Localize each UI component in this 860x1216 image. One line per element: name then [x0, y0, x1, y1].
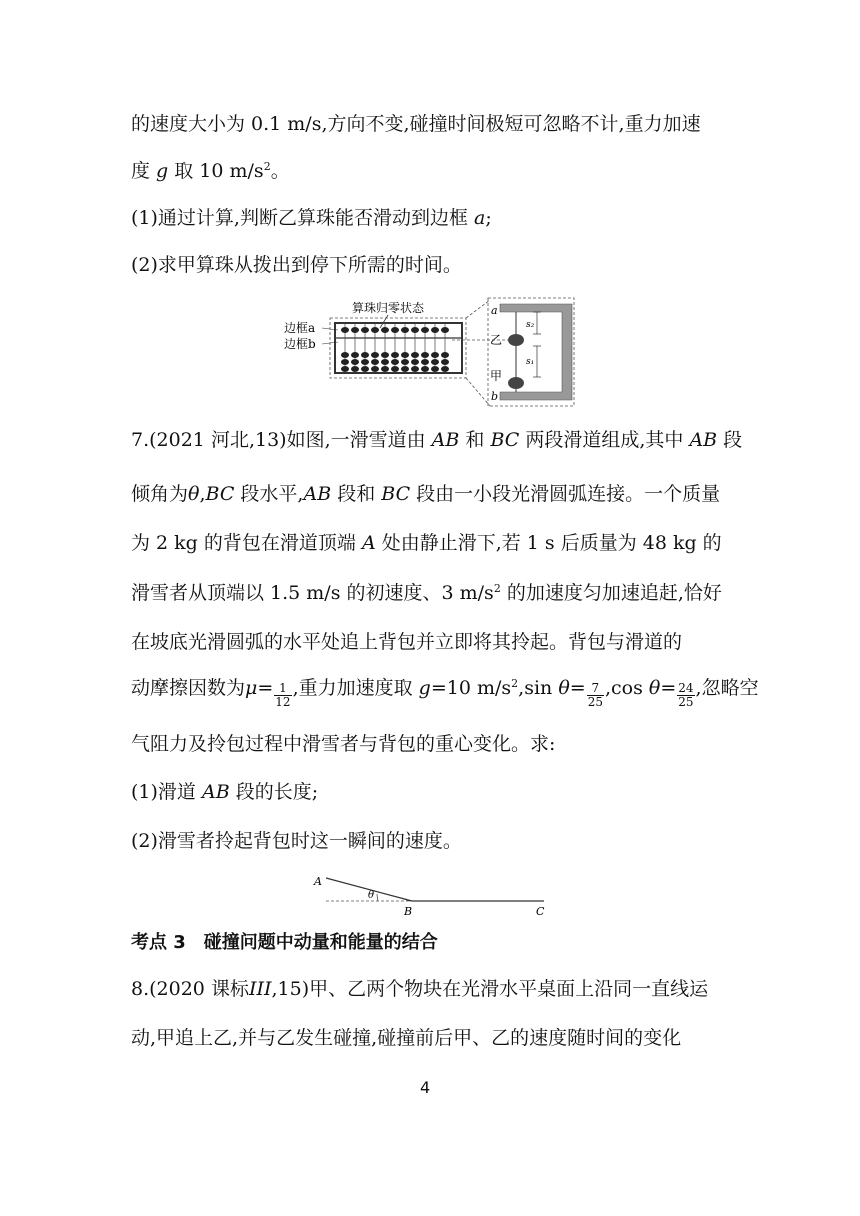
question-2: (2)求甲算珠从拨出到停下所需的时间。: [131, 254, 462, 276]
distance-s1-label: s₁: [526, 357, 535, 367]
point-A-label: A: [314, 875, 322, 888]
problem-7-line: 倾角为θ,BC 段水平,AB 段和 BC 段由一小段光滑圆弧连接。一个质量: [131, 483, 721, 505]
label-frame-a: 边框a: [284, 321, 316, 335]
label-frame-b: 边框b: [284, 337, 316, 351]
distance-s2-label: s₂: [526, 320, 535, 330]
problem-7-line: 7.(2021 河北,13)如图,一滑雪道由 AB 和 BC 两段滑道组成,其中 AB 段: [131, 429, 743, 451]
question-1: (1)滑道 AB 段的长度;: [131, 781, 319, 803]
text-line: 的速度大小为 0.1 m/s,方向不变,碰撞时间极短可忽略不计,重力加速: [131, 113, 701, 135]
fraction-mu: $\frac{1}{12}$: [275, 681, 291, 709]
abacus-figure: [280, 294, 580, 408]
slope-figure: [308, 868, 558, 920]
problem-7-line: 动摩擦因数为μ= $\frac{1}{12}$ ,重力加速度取 g=10 $m/s^2,\sin$ θ= $\frac{7}{25}$ ,cos θ= $\frac{24}{25}$ ,忽略空: [131, 677, 759, 709]
fraction-cos: $\frac{24}{25}$: [678, 681, 694, 709]
problem-8-line: 动,甲追上乙,并与乙发生碰撞,碰撞前后甲、乙的速度随时间的变化: [131, 1027, 682, 1049]
problem-7-line: 为 2 kg 的背包在滑道顶端 A 处由静止滑下,若 1 s 后质量为 48 kg 的: [131, 532, 722, 554]
question-1: (1)通过计算,判断乙算珠能否滑动到边框 a;: [131, 207, 492, 229]
problem-7-line: 滑雪者从顶端以 1.5 m/s 的初速度、3 $m/s^2$ 的加速度匀加速追赶,恰好: [131, 582, 722, 604]
problem-8-line: 8.(2020 课标III,15)甲、乙两个物块在光滑水平桌面上沿同一直线运: [131, 978, 709, 1000]
question-2: (2)滑雪者拎起背包时这一瞬间的速度。: [131, 830, 462, 852]
problem-7-line: 气阻力及拎包过程中滑雪者与背包的重心变化。求:: [131, 733, 556, 755]
bead-jia-label: 甲: [490, 369, 503, 383]
page-number: 4: [420, 1078, 431, 1097]
abacus-caption: 算珠归零状态: [352, 301, 425, 315]
point-B-label: B: [404, 905, 413, 918]
section-heading: 考点 3 碰撞问题中动量和能量的结合: [131, 932, 438, 953]
zoom-label-a: a: [491, 304, 498, 317]
bead-yi-label: 乙: [490, 333, 503, 347]
problem-7-line: 在坡底光滑圆弧的水平处追上背包并立即将其拎起。背包与滑道的: [131, 631, 683, 653]
point-C-label: C: [536, 905, 545, 918]
angle-theta-label: θ: [368, 890, 375, 901]
text-line: 度 g 取 10 $m/s^2$。: [131, 160, 290, 182]
zoom-label-b: b: [491, 390, 499, 403]
fraction-sin: $\frac{7}{25}$: [587, 681, 603, 709]
